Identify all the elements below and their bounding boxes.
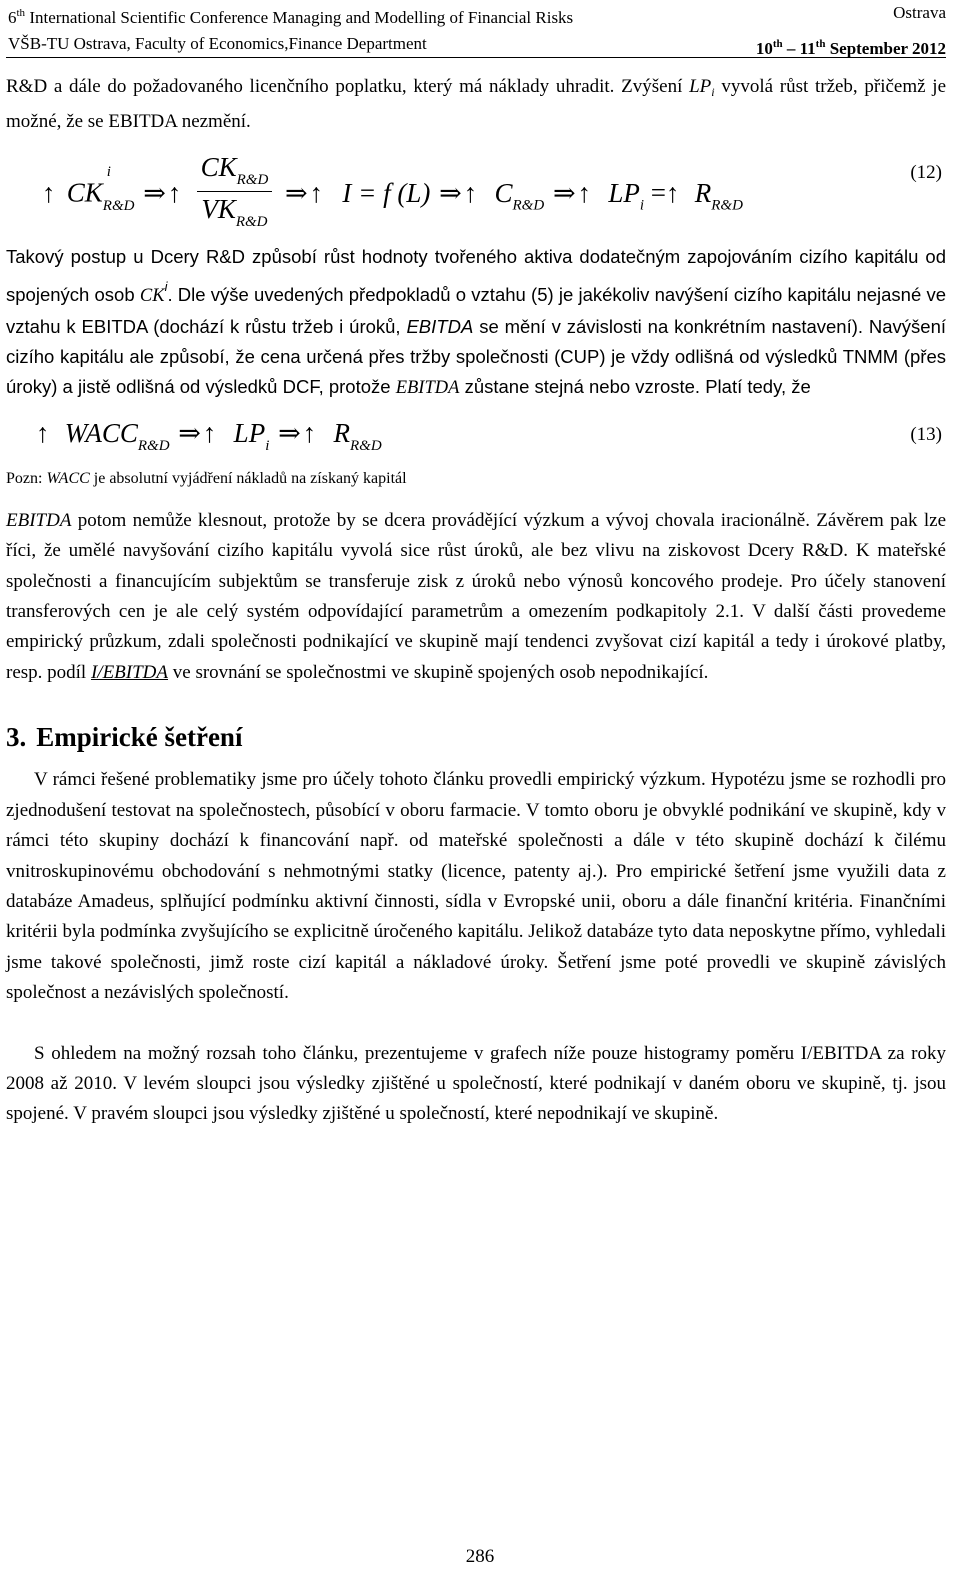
equation-12-number: (12) bbox=[910, 161, 942, 183]
p2-ebitda-2: EBITDA bbox=[395, 378, 460, 399]
note-text: je absolutní vyjádření nákladů na získaný kapitál bbox=[93, 469, 407, 487]
eq12-lp: LP bbox=[608, 177, 640, 208]
eq13-r: R bbox=[333, 417, 350, 448]
ordinal-suffix: th bbox=[16, 7, 26, 19]
page-header bbox=[8, 0, 946, 62]
implies-icon: ⇒ bbox=[278, 417, 301, 448]
header-row-1 bbox=[8, 0, 946, 31]
up-arrow-icon: ↑ bbox=[577, 177, 592, 208]
institution: VŠB-TU Ostrava, Faculty of Economics,Finance Department bbox=[8, 34, 427, 53]
date-separator: – bbox=[782, 39, 800, 58]
p2-text-d: zůstane stejná nebo vzroste. Platí tedy, že bbox=[464, 376, 811, 398]
up-arrow-icon: ↑ bbox=[202, 417, 217, 448]
eq13-lp-sub: i bbox=[265, 437, 270, 454]
note-prefix: Pozn: bbox=[6, 469, 43, 487]
lp-subscript: i bbox=[711, 85, 715, 99]
p2-ebitda: EBITDA bbox=[406, 315, 474, 337]
up-arrow-icon: ↑ bbox=[309, 177, 324, 208]
up-arrow-icon: ↑ bbox=[42, 177, 56, 208]
frac-top-sub: R&D bbox=[236, 171, 269, 188]
up-arrow-icon: ↑ bbox=[463, 177, 478, 208]
equation-12 bbox=[6, 142, 946, 230]
paragraph-2 bbox=[6, 242, 946, 404]
up-arrow-icon: ↑ bbox=[302, 417, 317, 448]
implies-icon: ⇒ bbox=[143, 177, 166, 208]
equation-note bbox=[6, 468, 946, 490]
paragraph-1-end: vyvolá růst tržeb, přičemž je možné, že se EBITDA nezmění. bbox=[6, 76, 947, 133]
paragraph-1-text: R&D a dále do požadovaného licenčního poplatku, který má náklady uhradit. Zvýšení bbox=[6, 76, 683, 97]
section-number: 3. bbox=[6, 722, 27, 753]
up-arrow-icon: ↑ bbox=[665, 177, 680, 208]
note-wacc: WACC bbox=[46, 469, 90, 487]
section-heading bbox=[6, 722, 946, 753]
date-month-year: September 2012 bbox=[825, 39, 946, 58]
eq12-r: R bbox=[694, 177, 712, 208]
eq12-i-function: I = f (L) bbox=[342, 177, 431, 208]
date-suffix-2: th bbox=[815, 38, 826, 50]
frac-bot-vk: VK bbox=[201, 193, 236, 224]
p2-ck: CK bbox=[139, 286, 165, 307]
eq12-ck-sub: R&D bbox=[102, 197, 135, 214]
frac-top-ck: CK bbox=[200, 151, 237, 182]
lp-symbol: LP bbox=[689, 76, 712, 97]
eq12-frac-top bbox=[197, 152, 273, 192]
eq13-wacc: WACC bbox=[64, 417, 138, 448]
eq13-wacc-sub: R&D bbox=[137, 437, 170, 454]
eq12-equals: = bbox=[650, 177, 666, 208]
eq12-lp-sub: i bbox=[639, 197, 644, 214]
eq12-ck: CK bbox=[66, 177, 103, 208]
eq12-c: C bbox=[494, 177, 513, 208]
header-rule bbox=[6, 57, 946, 58]
date-suffix-1: th bbox=[772, 38, 783, 50]
p2-text-b: . Dle výše uvedených předpokladů o vztahu (5) je jakékoliv navýšení cizího kapitálu nejasné ve vztahu k EBITDA (dochází k růstu tržeb i úroků, bbox=[6, 284, 947, 337]
paragraph-4: V rámci řešené problematiky jsme pro účely tohoto článku provedli empirický výzkum. Hypotézu jsme se rozhodli pro zjednodušení testovat na společnostech, působící v oboru farmacie. V tomto oboru je obvyklé podnikání ve skupině, kdy v rámci této skupiny dochází k financování např. od mateřské společnosti a dále v této skupině dochází k čilému vnitroskupinovému obchodování s nehmotnými statky (licence, patenty aj.). Pro empirické šetření jsme využili data z databáze Amadeus, splňující podmínku aktivní činnosti, sídla v Evropské unii, oboru a dále finanční kritéria. Finančními kritérii byla podmínka zvyšujícího se explicitně úročeného kapitálu. Jelikož databáze tyto data neposkytne přímo, vyhledali jsme takové společnosti, jimž roste cizí kapitál a nákladové úroky. Šetření jsme poté provedli ve skupině závislých společnost a nezávislých společností. bbox=[6, 769, 946, 1004]
up-arrow-icon: ↑ bbox=[167, 177, 182, 208]
frac-bot-sub: R&D bbox=[235, 213, 268, 230]
p3-ratio: I/EBITDA bbox=[90, 661, 169, 683]
paragraph-3 bbox=[6, 506, 946, 688]
conference-title bbox=[8, 0, 573, 31]
eq12-r-sub: R&D bbox=[711, 197, 743, 214]
eq12-c-sub: R&D bbox=[512, 197, 545, 214]
implies-icon: ⇒ bbox=[552, 177, 576, 208]
p2-text-a: Takový postup u Dcery R&D způsobí růst hodnoty tvořeného aktiva dodatečným zapojováním cizího kapitálu od spojených osob bbox=[6, 245, 946, 306]
implies-icon: ⇒ bbox=[178, 417, 201, 448]
eq13-lp: LP bbox=[233, 417, 266, 448]
section-title: Empirické šetření bbox=[36, 722, 243, 753]
page-number: 286 bbox=[465, 1546, 495, 1567]
equation-12-body bbox=[42, 151, 743, 235]
date-day-2: 11 bbox=[799, 39, 816, 58]
equation-13-body bbox=[36, 418, 382, 455]
paragraph-5: S ohledem na možný rozsah toho článku, prezentujeme v grafech níže pouze histogramy poměru I/EBITDA za roky 2008 až 2010. V levém sloupci jsou výsledky zjištěné u společností, které podnikají v daném oboru ve skupině, tj. jsou spojené. V pravém sloupci jsou výsledky zjištěné u společností, které nepodnikají ve skupině. bbox=[6, 1042, 946, 1125]
conference-ordinal: 6 bbox=[8, 8, 17, 27]
page-body bbox=[6, 72, 946, 1130]
conference-name: International Scientific Conference Managing and Modelling of Financial Risks bbox=[25, 8, 574, 27]
date-day-1: 10 bbox=[755, 39, 773, 58]
paragraph-1 bbox=[6, 72, 946, 138]
eq12-frac-bot bbox=[197, 192, 273, 231]
eq12-ck-sup: i bbox=[106, 163, 111, 180]
conference-city: Ostrava bbox=[893, 3, 946, 22]
implies-icon: ⇒ bbox=[285, 177, 308, 208]
p2-text-c: se mění v závislosti na konkrétním nastavení). Navýšení cizího kapitálu ale způsobí, že cena určená přes tržby společnosti (CUP) je vždy odlišná od výsledků TNMM (přes úroky) a jistě odlišná od výsledků DCF, protože bbox=[6, 315, 947, 398]
up-arrow-icon: ↑ bbox=[36, 417, 50, 448]
p3-ebitda: EBITDA bbox=[6, 509, 72, 531]
equation-13 bbox=[6, 418, 946, 468]
p3-text-b: ve srovnání se společnostmi ve skupině spojených osob nepodnikající. bbox=[172, 661, 709, 683]
p3-text-a: potom nemůže klesnout, protože by se dcera provádějící výzkum a vývoj chovala iracionálně. Závěrem pak lze říci, že umělé navyšování cizího kapitálu vyvolá sice růst úroků, ale bez vlivu na ziskovost Dcery R&D. K mateřské společnosti a financujícím subjektům se transferuje zisk z úroků nebo výnosů koncového prodeje. Pro účely stanovení transferových cen je ale celý systém odpovídající parametrům a omezením podkapitoly 2.1. V další části provedeme empirický průzkum, zdali společnosti podnikající ve skupině mají tendenci zvyšovat cizí kapitál a tedy i úrokové platby, resp. podíl bbox=[6, 509, 946, 683]
eq12-fraction bbox=[197, 152, 273, 231]
eq13-r-sub: R&D bbox=[349, 437, 382, 454]
p2-ck-sup: i bbox=[164, 279, 168, 295]
equation-13-number: (13) bbox=[910, 423, 942, 445]
implies-icon: ⇒ bbox=[439, 177, 462, 208]
